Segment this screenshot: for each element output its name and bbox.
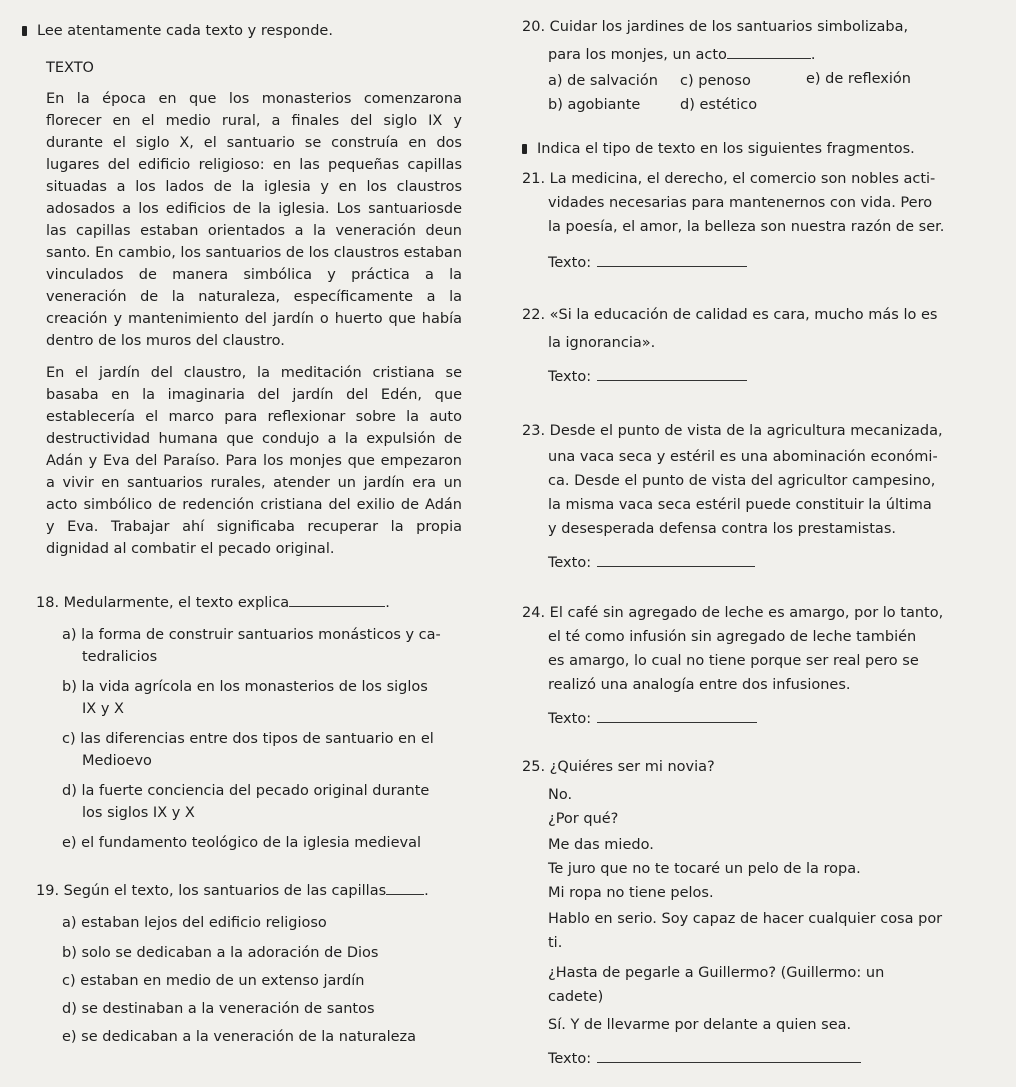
option-20-a[interactable]: a) de salvación (548, 73, 658, 89)
question-25-line: Me das miedo. (548, 837, 654, 853)
instruction-2-text: Indica el tipo de texto en los siguientes fragmentos. (537, 141, 915, 157)
text-line: durante el siglo X, el santuario se construía en dos (46, 135, 462, 151)
text-line: florecer en el medio rural, a finales del siglo IX y (46, 113, 462, 129)
option-19-c[interactable]: c) estaban en medio de un extenso jardín (62, 973, 365, 989)
question-23-line: ca. Desde el punto de vista del agricultor campesino, (548, 473, 936, 489)
text-line: En el jardín del claustro, la meditación cristiana se (46, 365, 462, 381)
question-18-stem: 18. Medularmente, el texto explica (36, 595, 290, 611)
instruction (22, 20, 333, 42)
question-19-end: . (424, 883, 429, 899)
question-24-line: el té como infusión sin agregado de leche también (548, 629, 917, 645)
question-20-line2 (548, 44, 816, 66)
text-line: basaba en la imaginaria del jardín del Edén, que (46, 387, 462, 403)
option-18-b[interactable]: b) la vida agrícola en los monasterios de los siglos (62, 679, 428, 695)
bullet-icon (522, 144, 527, 154)
question-25-line: ti. (548, 935, 563, 951)
texto-25 (548, 1048, 861, 1070)
question-18-end: . (385, 595, 390, 611)
question-19-stem: 19. Según el texto, los santuarios de las capillas (36, 883, 387, 899)
option-19-b[interactable]: b) solo se dedicaban a la adoración de Dios (62, 945, 379, 961)
option-20-e[interactable]: e) de reflexión (806, 71, 911, 87)
texto-label: Texto: (548, 555, 592, 571)
answer-blank-18[interactable] (289, 592, 385, 607)
texto-label: Texto: (548, 711, 592, 727)
text-line: lugares del edificio religioso: en las pequeñas capillas (46, 157, 462, 173)
text-line: establecería el marco para reflexionar sobre la auto (46, 409, 462, 425)
option-19-d[interactable]: d) se destinaban a la veneración de santos (62, 1001, 375, 1017)
question-25-line: 25. ¿Quiéres ser mi novia? (522, 759, 715, 775)
option-18-a-cont: tedralicios (82, 649, 158, 665)
question-20-end: . (810, 47, 816, 63)
question-21-line: vidades necesarias para mantenernos con vida. Pero (548, 195, 933, 211)
text-line: santo. En cambio, los santuarios de los claustros estaban (46, 245, 463, 261)
text-line: a vivir en santuarios rurales, atender un jardín era un (46, 475, 462, 491)
option-18-e[interactable]: e) el fundamento teológico de la iglesia medieval (62, 835, 421, 851)
text-line: Adán y Eva del Paraíso. Para los monjes que empezaron (46, 453, 462, 469)
question-24-line: es amargo, lo cual no tiene porque ser real pero se (548, 653, 919, 669)
option-18-c-cont: Medioevo (82, 753, 152, 769)
question-23-line: una vaca seca y estéril es una abominación económi- (548, 449, 938, 465)
question-21-line: 21. La medicina, el derecho, el comercio son nobles acti- (522, 171, 936, 187)
question-25-line: ¿Por qué? (548, 811, 619, 827)
option-19-e[interactable]: e) se dedicaban a la veneración de la naturaleza (62, 1029, 417, 1045)
question-23-line: la misma vaca seca estéril puede constituir la última (548, 497, 932, 513)
text-line: dentro de los muros del claustro. (46, 333, 285, 349)
option-18-a[interactable]: a) la forma de construir santuarios monásticos y ca- (62, 627, 441, 643)
option-18-b-cont: IX y X (82, 701, 124, 717)
answer-blank-22[interactable] (597, 366, 747, 381)
text-line: y Eva. Trabajar ahí significaba recuperar la propia (46, 519, 462, 535)
question-25-line: cadete) (548, 989, 604, 1005)
instruction-2 (522, 138, 915, 160)
text-line: vinculados de manera simbólica y práctica a la (46, 267, 462, 283)
texto-label: Texto: (548, 255, 592, 271)
question-25-line: ¿Hasta de pegarle a Guillermo? (Guillermo: un (548, 965, 885, 981)
instruction-text: Lee atentamente cada texto y responde. (37, 23, 333, 39)
answer-blank-25[interactable] (597, 1048, 861, 1063)
answer-blank-19[interactable] (386, 880, 424, 895)
question-24-line: 24. El café sin agregado de leche es amargo, por lo tanto, (522, 605, 944, 621)
texto-22 (548, 366, 747, 388)
answer-blank-23[interactable] (597, 552, 755, 567)
texto-24 (548, 708, 757, 730)
texto-23 (548, 552, 755, 574)
question-18 (36, 592, 390, 614)
text-line: creación y mantenimiento del jardín o huerto que había (46, 311, 462, 327)
text-line: las capillas estaban orientados a la veneración deun (46, 223, 462, 239)
question-25-line: Te juro que no te tocaré un pelo de la ropa. (548, 861, 861, 877)
question-19 (36, 880, 429, 902)
answer-blank-21[interactable] (597, 252, 747, 267)
option-19-a[interactable]: a) estaban lejos del edificio religioso (62, 915, 327, 931)
option-18-d[interactable]: d) la fuerte conciencia del pecado original durante (62, 783, 430, 799)
text-line: veneración de la naturaleza, específicamente a la (46, 289, 462, 305)
question-23-line: y desesperada defensa contra los prestamistas. (548, 521, 896, 537)
texto-label: Texto: (548, 369, 592, 385)
question-25-line: No. (548, 787, 573, 803)
question-23-line: 23. Desde el punto de vista de la agricultura mecanizada, (522, 423, 943, 439)
text-line: acto simbólico de redención cristiana del exilio de Adán (46, 497, 462, 513)
option-20-b[interactable]: b) agobiante (548, 97, 641, 113)
answer-blank-20[interactable] (727, 44, 811, 59)
option-20-c[interactable]: c) penoso (680, 73, 751, 89)
text-line: dignidad al combatir el pecado original. (46, 541, 335, 557)
text-line: En la época en que los monasterios comenzarona (46, 91, 462, 107)
text-line: destructividad humana que condujo a la expulsión de (46, 431, 462, 447)
heading-texto: TEXTO (46, 60, 94, 76)
answer-blank-24[interactable] (597, 708, 757, 723)
question-20-stem: 20. Cuidar los jardines de los santuarios simbolizaba, (522, 19, 909, 35)
text-line: situadas a los lados de la iglesia y en los claustros (46, 179, 462, 195)
texto-21 (548, 252, 747, 274)
question-22-line: la ignorancia». (548, 335, 656, 351)
question-20-line2-text: para los monjes, un acto (548, 47, 727, 63)
option-18-c[interactable]: c) las diferencias entre dos tipos de santuario en el (62, 731, 434, 747)
question-25-line: Hablo en serio. Soy capaz de hacer cualquier cosa por (548, 911, 943, 927)
option-20-d[interactable]: d) estético (680, 97, 758, 113)
question-25-line: Mi ropa no tiene pelos. (548, 885, 714, 901)
question-22-line: 22. «Si la educación de calidad es cara, mucho más lo es (522, 307, 938, 323)
bullet-icon (22, 26, 27, 36)
question-24-line: realizó una analogía entre dos infusiones. (548, 677, 851, 693)
question-21-line: la poesía, el amor, la belleza son nuestra razón de ser. (548, 219, 945, 235)
question-25-line: Sí. Y de llevarme por delante a quien sea. (548, 1017, 852, 1033)
texto-label: Texto: (548, 1051, 592, 1067)
option-18-d-cont: los siglos IX y X (82, 805, 195, 821)
text-line: adosados a los edificios de la iglesia. Los santuariosde (46, 201, 462, 217)
